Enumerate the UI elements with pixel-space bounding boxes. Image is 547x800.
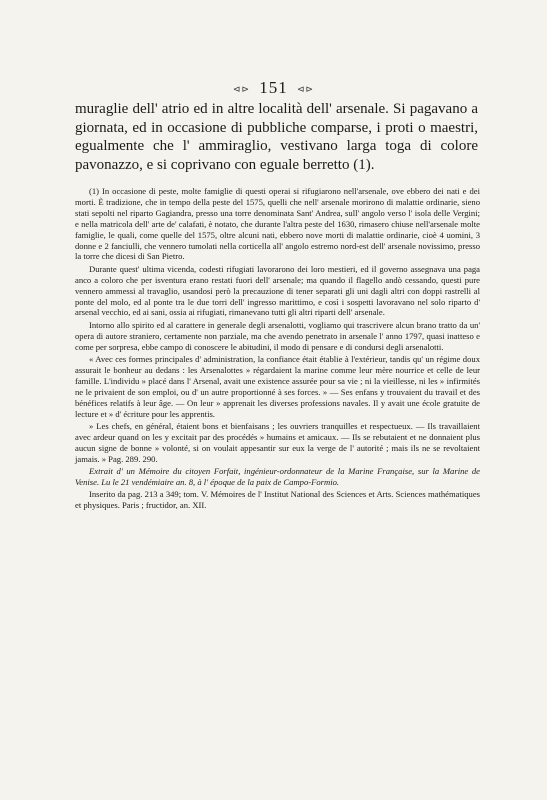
- quotation-1: « Avec ces formes principales d' administration, la confiance était établie à l'extérieur, tandis qu' un régime doux assurait le bonheur au dedans : les Arsenalottes » régardaient la marine comme leur mère nourrice et celle de leur famille. L'individu » placé dans l' Arsenal, avait une existence assurée pour sa vie ; ni la vieillesse, ni les » infirmités ne le privaient de son emploi, ou d' un autre proportionné à ses forces. » — Ses enfans y trouvaient du travail et des bénéfices relatifs à leur âge. — On leur » apprenait les diverses professions navales. Il y avait une école gratuite de lecture et » d' écriture pour les apprentis.: [75, 354, 480, 419]
- quotation-2: » Les chefs, en général, étaient bons et bienfaisans ; les ouvriers tranquilles et respectueux. — Ils travaillaient avec ardeur quand on les y excitait par des procédés » humains et amicaux. — Ils se rebutaient et ne donnaient plus aucun signe de bonne » volonté, si on voulait appesantir sur eux la verge de l' autorité ; mais ils ne se revoltaient jamais. » Pag. 289. 290.: [75, 421, 480, 464]
- footnote-paragraph-2: Durante quest' ultima vicenda, codesti rifugiati lavorarono dei loro mestieri, ed il governo assegnava una paga anco a coloro che per isventura erano restati fuori dell' arsenale; ma quando il flagello andò cessando, questi pure vennero ammessi al travaglio, usandosi però la precauzione di tener separati gli uni dagli altri con doppi rastrelli al ponte del molo, ed al ponte tra le due torri dell' ingresso marittimo, e così i sospetti lavoravano nel solo riparto d' arsenal vecchio, ed ai sani, ossia ai rifugiati, rimanevano tutti gli altri riparti dell' arsenale.: [75, 263, 480, 318]
- source-extract: Extrait d' un Mémoire du citoyen Forfait, ingénieur-ordonnateur de la Marine Française, sur la Marine de Venise. Lu le 21 vendémiaire an. 8, à l' époque de la paix de Campo-Formio.: [75, 466, 480, 488]
- ornament-right: ⊲⊳: [297, 83, 315, 94]
- source-inserted: Inserito da pag. 213 a 349; tom. V. Mémoires de l' Institut National des Sciences et Arts. Sciences mathématiques et physiques. Paris ; fructidor, an. XII.: [75, 489, 480, 511]
- ornament-left: ⊲⊳: [232, 83, 250, 94]
- page-number: [0, 78, 547, 98]
- page-number-value: 151: [259, 78, 288, 97]
- footnote-1: (1) In occasione di peste, molte famiglie di questi operai si rifugiarono nell'arsenale, ove ebbero dei nati e dei morti. È tradizione, che in tempo della peste del 1575, quelli che nell' arsenale morirono di malattie ordinarie, sieno stati sepolti nel riparto Gagiandra, presso una torre denominata Sant' Andrea, sull' angolo verso l' isola delle Vergini; e nella matricola dell' arte de' calafati, è notato, che durante l'altra peste del 1630, rimasero chiuse nell'arsenale molte famiglie, le quali, come quelle del 1575, oltre alcuni nati, ebbero nove morti di malattie ordinarie, cioè 4 uomini, 3 donne e 2 fanciulli, che vennero tumolati nella corticella all' angolo estremo nord-est dell' arsenale novissimo, presso la torre che dicesi di San Pietro.: [75, 186, 480, 262]
- footnotes: [75, 186, 480, 511]
- footnote-paragraph-3: Intorno allo spirito ed al carattere in generale degli arsenalotti, vogliamo qui trascrivere alcun brano tratto da un' opera di autore straniero, certamente non parziale, ma che avendo penetrato in arsenale l' anno 1797, quasi inatteso e come per sorpresa, ebbe campo di conoscere le abitudini, il modo di pensare e di condursi degli arsenalotti.: [75, 319, 480, 352]
- main-text: muraglie dell' atrio ed in altre località dell' arsenale. Si pagavano a giornata, ed in occasione di pubbliche comparse, i proti o maestri, egualmente che l' ammiraglio, vestivano larga toga di colore pavonazzo, e si coprivano con eguale berretto (1).: [75, 101, 478, 173]
